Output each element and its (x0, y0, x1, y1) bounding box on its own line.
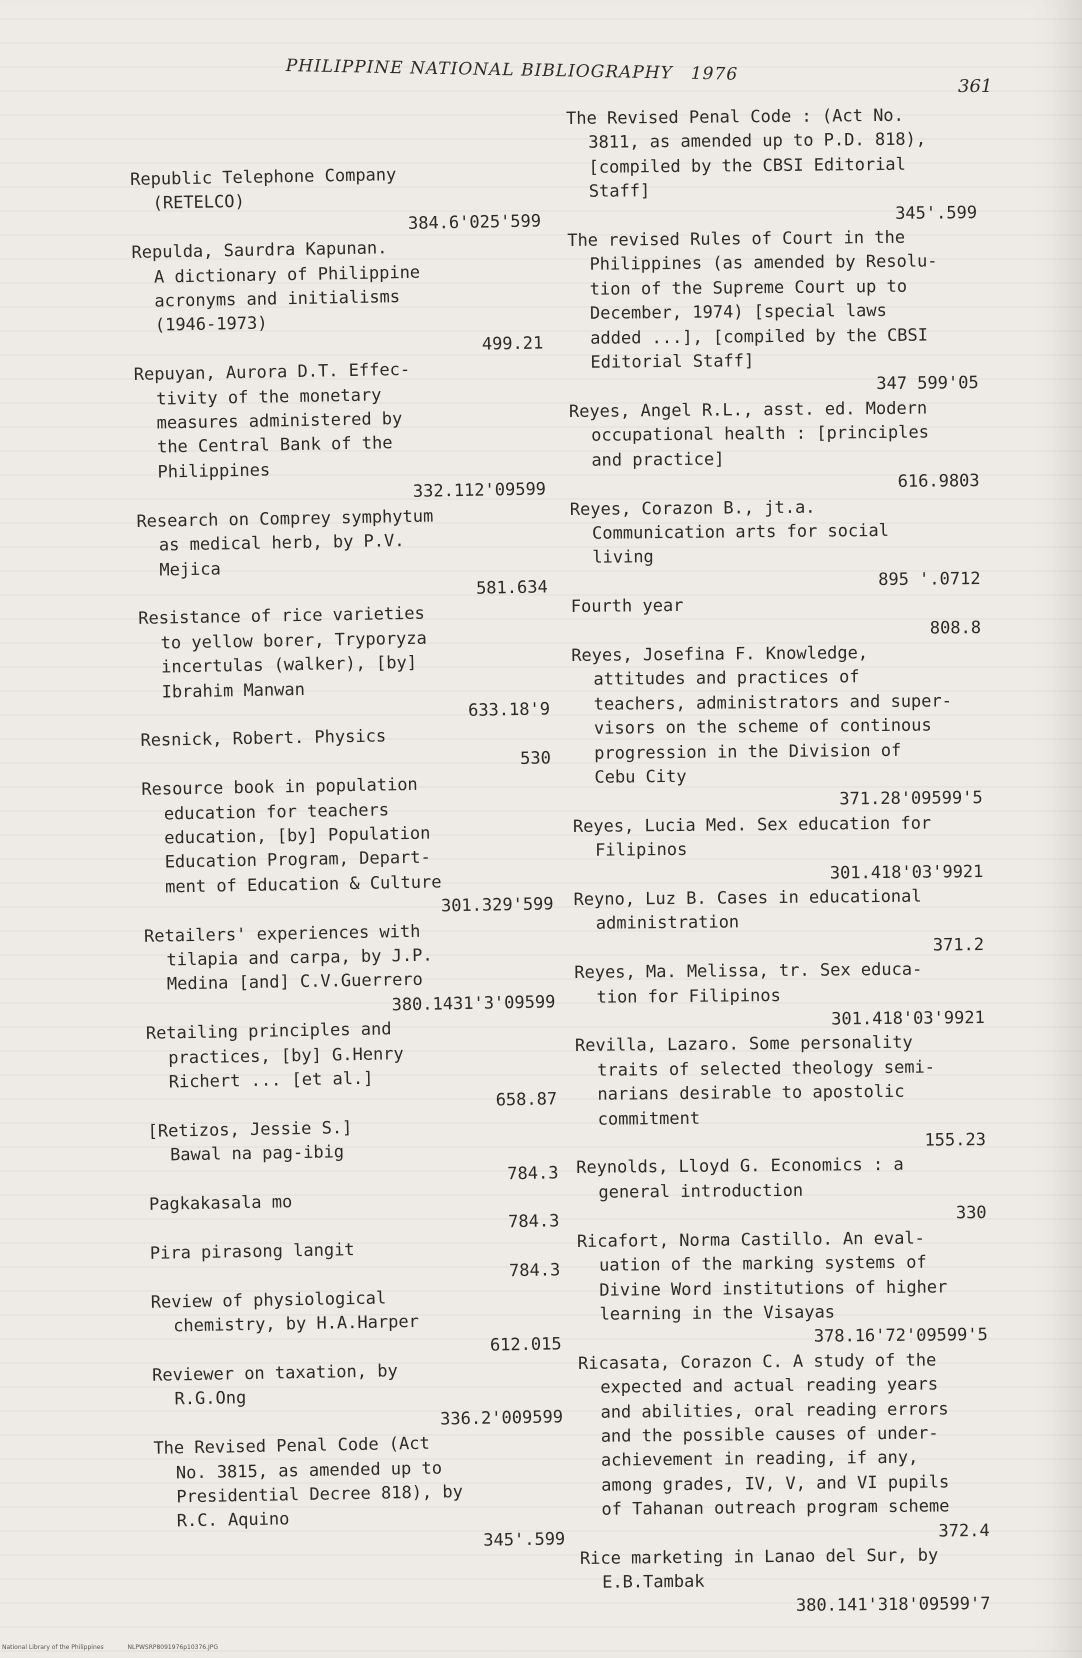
entry-text: Reyes, Lucia Med. Sex education for Filipinos (572, 813, 932, 861)
entry-text: [Retizos, Jessie S.] Bawal na pag-ibig (147, 1117, 353, 1166)
classification-number: 384.6'025'599 (407, 211, 542, 234)
entry-text: The Revised Penal Code : (Act No. 3811, as amended up to P.D. 818), [compiled by the CBSI Editorial Staff] (566, 105, 927, 203)
classification-number: 301.418'03'9921 (831, 1008, 985, 1030)
library-credit: National Library of the Philippines (2, 1644, 104, 1651)
classification-number: 581.634 (475, 577, 548, 599)
classification-number: 808.8 (929, 617, 982, 639)
bibliography-entry (570, 493, 991, 595)
classification-number: 378.16'72'09599'5 (813, 1325, 988, 1347)
classification-number: 784.3 (507, 1162, 559, 1184)
entry-text: Resnick, Robert. Physics (140, 726, 387, 752)
bibliography-entry (147, 1112, 568, 1193)
entry-text: Reyes, Angel R.L., asst. ed. Modern occupational health : [principles and practice] (568, 398, 930, 471)
entry-text: Reviewer on taxation, by R.G.Ong (151, 1361, 398, 1410)
bibliography-entry (144, 917, 566, 1022)
bibliography-entry (577, 1226, 998, 1352)
bibliography-entry (134, 356, 557, 510)
entry-text: Retailing principles and practices, [by] G.Henry Richert ... [et al.] (145, 1019, 404, 1093)
classification-number: 784.3 (508, 1260, 561, 1282)
entry-text: Pagkakasala mo (148, 1192, 293, 1215)
entry-text: Resource book in population education for teachers education, [by] Population Education Program, Depart- ment of Education & Culture (141, 774, 442, 898)
scan-footer (2, 1644, 240, 1651)
entry-text: Reyes, Josefina F. Knowledge, attitudes and practices of teachers, administrators and super- visors on the scheme of continous progression in the Division of Cebu City (571, 643, 953, 788)
bibliography-title: PHILIPPINE NATIONAL BIBLIOGRAPHY (285, 56, 674, 84)
classification-number: 330 (955, 1203, 987, 1224)
classification-number: 155.23 (924, 1130, 987, 1151)
classification-number: 380.141'318'09599'7 (795, 1593, 991, 1616)
file-name: NLPWSRP8091976p10376.JPG (127, 1644, 219, 1651)
classification-number: 372.4 (938, 1520, 990, 1542)
classification-number: 530 (519, 748, 552, 769)
classification-number: 633.18'9 (467, 699, 551, 721)
classification-number: 332.112'09599 (412, 479, 547, 503)
bibliography-entry (571, 640, 993, 815)
bibliography-entry (575, 1030, 996, 1156)
classification-number: 371.2 (932, 934, 985, 956)
entry-text: Republic Telephone Company (RETELCO) (130, 165, 397, 214)
entry-text: Repulda, Saurdra Kapunan. A dictionary of Philippine acronyms and initialisms (1946-1973) (131, 238, 421, 337)
bibliography-entry (130, 160, 551, 241)
entry-text: Repuyan, Aurora D.T. Effec- tivity of the monetary measures administered by the Central Bank of the Philippines (133, 360, 411, 483)
bibliography-entry (131, 234, 553, 364)
classification-number: 784.3 (508, 1211, 560, 1233)
bibliography-entry (580, 1543, 1001, 1620)
classification-number: 895 '.0712 (878, 568, 981, 590)
bibliography-entry (569, 396, 990, 498)
entry-text: Revilla, Lazaro. Some personality traits of selected theology semi- narians desirable to apostolic commitment (574, 1033, 936, 1130)
entry-text: Pira pirasong langit (149, 1239, 355, 1264)
bibliography-entry (152, 1356, 573, 1437)
bibliography-entry (149, 1185, 570, 1242)
bibliography-entry (571, 591, 991, 644)
bibliography-entry (138, 600, 560, 730)
classification-number: 499.21 (481, 333, 544, 355)
classification-number: 301.418'03'9921 (829, 861, 984, 884)
classification-number: 616.9803 (897, 471, 980, 492)
classification-number: 658.87 (495, 1089, 558, 1111)
entry-text: Reyes, Corazon B., jt.a. Communication arts for social living (569, 497, 889, 569)
bibliography-entry (146, 1014, 568, 1119)
running-header (286, 56, 739, 85)
classification-number: 371.28'09599'5 (839, 788, 983, 810)
bibliography-entry (150, 1234, 571, 1291)
entry-text: Rice marketing in Lanao del Sur, by E.B.Tambak (579, 1545, 939, 1594)
bibliography-entry (140, 722, 561, 779)
bibliography-entry (153, 1429, 575, 1559)
bibliography-entry (578, 1348, 1000, 1547)
bibliography-entry (573, 811, 994, 888)
entry-text: Ricasata, Corazon C. A study of the expected and actual reading years and abilities, oral reading errors and the possible causes of under- achievement in reading, if any, among grades, IV, V, and VI pupils of Tahanan outreach program scheme (577, 1350, 950, 1520)
bibliography-entry (566, 103, 987, 229)
entry-text: The revised Rules of Court in the Philippines (as amended by Resolu- tion of the Supreme Court up to December, 1974) [special laws added ...], [compiled by the CBSI Editorial Staff] (567, 227, 938, 373)
bibliography-entry (141, 770, 564, 924)
classification-number: 612.015 (489, 1333, 562, 1356)
entry-text: Reyno, Luz B. Cases in educational administration (573, 886, 922, 935)
entry-text: Retailers' experiences with tilapia and carpa, by J.P. Medina [and] C.V.Guerrero (143, 921, 433, 995)
left-column (130, 160, 575, 1559)
entry-text: Reynolds, Lloyd G. Economics : a general introduction (576, 1155, 904, 1203)
classification-number: 336.2'009599 (439, 1406, 564, 1430)
entry-text: Research on Comprey symphytum as medical herb, by P.V. Mejica (136, 506, 434, 581)
page-number: 361 (958, 76, 993, 97)
entry-text: Reyes, Ma. Melissa, tr. Sex educa- tion for Filipinos (574, 959, 923, 1008)
classification-number: 345'.599 (483, 1529, 566, 1551)
classification-number: 345'.599 (895, 202, 978, 224)
bibliography-entry (576, 1152, 997, 1229)
classification-number: 347 599'05 (876, 373, 979, 395)
bibliography-year: 1976 (690, 63, 739, 85)
entry-text: The Revised Penal Code (Act No. 3815, as amended up to Presidential Decree 818), by R.C. Aquino (153, 1433, 464, 1532)
bibliography-entry (136, 502, 558, 607)
entry-text: Review of physiological chemistry, by H.A.Harper (150, 1288, 420, 1337)
bibliography-entry (574, 957, 995, 1034)
entry-text: Resistance of rice varieties to yellow borer, Tryporyza incertulas (walker), [by] Ibrahim Manwan (138, 603, 427, 703)
entry-text: Fourth year (570, 596, 684, 618)
bibliography-entry (567, 225, 989, 400)
bibliography-entry (573, 884, 994, 961)
classification-number: 380.1431'3'09599 (391, 992, 556, 1016)
classification-number: 301.329'599 (440, 894, 554, 917)
right-column (566, 103, 1001, 1620)
bibliography-entry (151, 1283, 572, 1364)
entry-text: Ricafort, Norma Castillo. An eval- uation of the marking systems of Divine Word institutions of higher learning in the Visayas (576, 1228, 948, 1325)
